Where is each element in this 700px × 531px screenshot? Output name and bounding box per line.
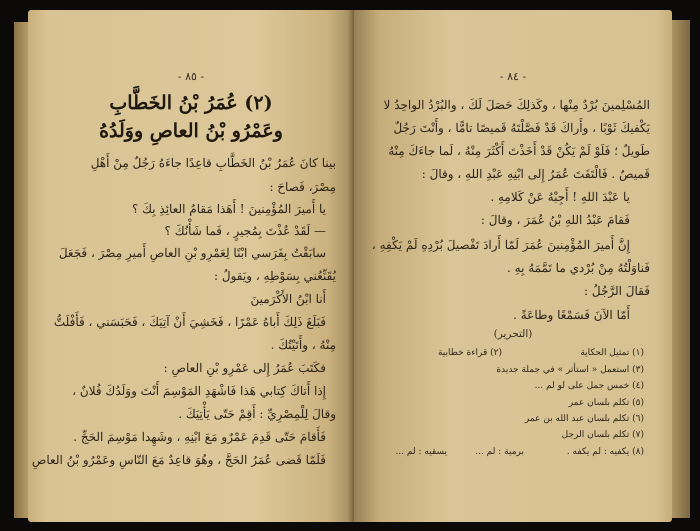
text-line: يَكْفيكَ ثَوْبًا ، وأَراكَ قَدْ فَصَّلْتَهُ قَميصًا تامًّا ، وأَنْتَ رَجُلٌ [393,121,650,135]
exercise-item: (٤) خمس جمل على لو لم ... [534,381,644,391]
text-line: سابَقْتُ بِفَرَسي ابْنًا لِعَمْرِو بْنِ العاصِ أَميرِ مِصْرَ ، فَجَعَلَ [58,246,326,260]
right-page [354,10,672,522]
text-line: وقالَ لِلْمِصْرِيِّ : أَقِمْ حَتّى يَأْتِيَكَ . [178,407,336,421]
section-title-tahrir: (التحرير) [493,328,533,340]
exercise-item: (٣) استعمل « استأثر » في جملة جديدة [496,365,644,375]
chapter-title-line2: وعَمْرُو بْنُ العاصِ ووَلَدُهُ [99,120,283,142]
exercise-item: برمية : لم ... [475,447,524,457]
text-line: المُسْلِمينَ بُرْدٌ مِنْها ، وكَذلِكَ حَصَلَ لَكَ ، والبُرْدُ الواحِدُ لا [383,98,650,112]
text-line: بينا كانَ عُمَرُ بْنُ الخَطَّابِ قاعِدًا جاءَهُ رَجُلٌ مِنْ أَهْلِ [90,156,336,170]
exercise-item: (٥) تكلم بلسان عمر [568,398,644,408]
text-line: أَمّا الآنَ فَسَمْعًا وطاعَةً . [513,308,630,322]
exercise-item: (٧) تكلم بلسان الرجل [561,430,644,440]
text-line: فَلَمّا قَضى عُمَرُ الحَجَّ ، وهُوَ قاعِدٌ مَعَ النّاسِ وعَمْرُو بْنُ العاصِ [31,453,326,467]
chapter-title-line1: (٢) عُمَرُ بْنُ الخَطَّابِ [109,92,273,114]
text-line: مِنْهُ ، وأَتَيْتُكَ . [270,338,336,352]
text-line: فَقامَ عَبْدُ اللهِ بْنُ عُمَرَ ، وقالَ : [480,213,630,227]
page-number-85: - ٨٥ - [177,70,205,83]
text-line: إِذا أَتاكَ كِتابي هَذا فَاشْهَدِ المَوْسِمَ أَنْتَ ووَلَدُكَ فُلانٌ ، [72,384,326,398]
left-page [28,10,354,522]
text-line: فَقالَ الرَّجُلُ : [584,284,650,298]
open-book [8,10,692,526]
page-number-84: - ٨٤ - [499,70,527,83]
text-line: قَميصٌ . فَالْتَفَتَ عُمَرُ إِلى ابْنِهِ عَبْدِ اللهِ ، وقالَ : [421,167,650,181]
text-line: فَأَقامَ حَتّى قَدِمَ عَمْرٌو مَعَ ابْنِهِ ، وشَهِدا مَوْسِمَ الحَجِّ . [73,430,326,444]
text-line: — لَقَدْ عُذْتَ بِمُجيرٍ ، فَما شَأْنُكَ ؟ [164,224,326,238]
text-line: يُقَنِّعُني بِسَوْطِهِ ، ويَقولُ : [214,269,336,283]
text-line: يا أَميرَ المُؤْمِنينَ ! أَهَذا مَقامُ العائِذِ بِكَ ؟ [131,202,326,216]
exercise-item: (٨) يكفيه : لم يكفه . [566,447,644,457]
text-line: طَويلٌ ؛ فَلَوْ لَمْ يَكُنْ قَدْ أَخَذْتَ أَكْثَرَ مِنْهُ ، لَما جاءَكَ مِنْهُ [388,144,650,158]
text-line: مِصْرَ، فَصاحَ : [269,180,336,194]
text-line: إِنَّ أَميرَ المُؤْمِنينَ عُمَرَ لَمّا أَرادَ تَفْصيلَ بُرْدِهِ لَمْ يَكْفِهِ ، [371,238,630,252]
text-line: فكَتَبَ عُمَرُ إِلى عَمْرِو بْنِ العاصِ : [163,361,326,375]
text-line: يا عَبْدَ اللهِ ! أَجِبْهُ عَنْ كَلامِهِ . [490,190,630,204]
text-line: فَبَلَغَ ذَلِكَ أَباهُ عَمْرًا ، فَخَشِيَ أَنْ آتِيَكَ ، فَحَبَسَني ، فَأَفْلَتُّ [53,315,326,329]
exercise-item: (٦) تكلم بلسان عبد الله بن عمر [524,414,644,424]
right-page-edges [670,20,690,518]
text-line: فَناوَلْتُهُ مِنْ بُرْدي ما تَمَّمَهُ بِهِ . [507,261,650,275]
exercise-item: (٢) قراءة خطابية [437,348,502,358]
exercise-item: (١) تمثيل الحكاية [580,348,644,358]
text-line: أَنا ابْنُ الأَكْرَمينَ [250,292,326,306]
exercise-item: يسقيه : لم ... [395,447,447,457]
